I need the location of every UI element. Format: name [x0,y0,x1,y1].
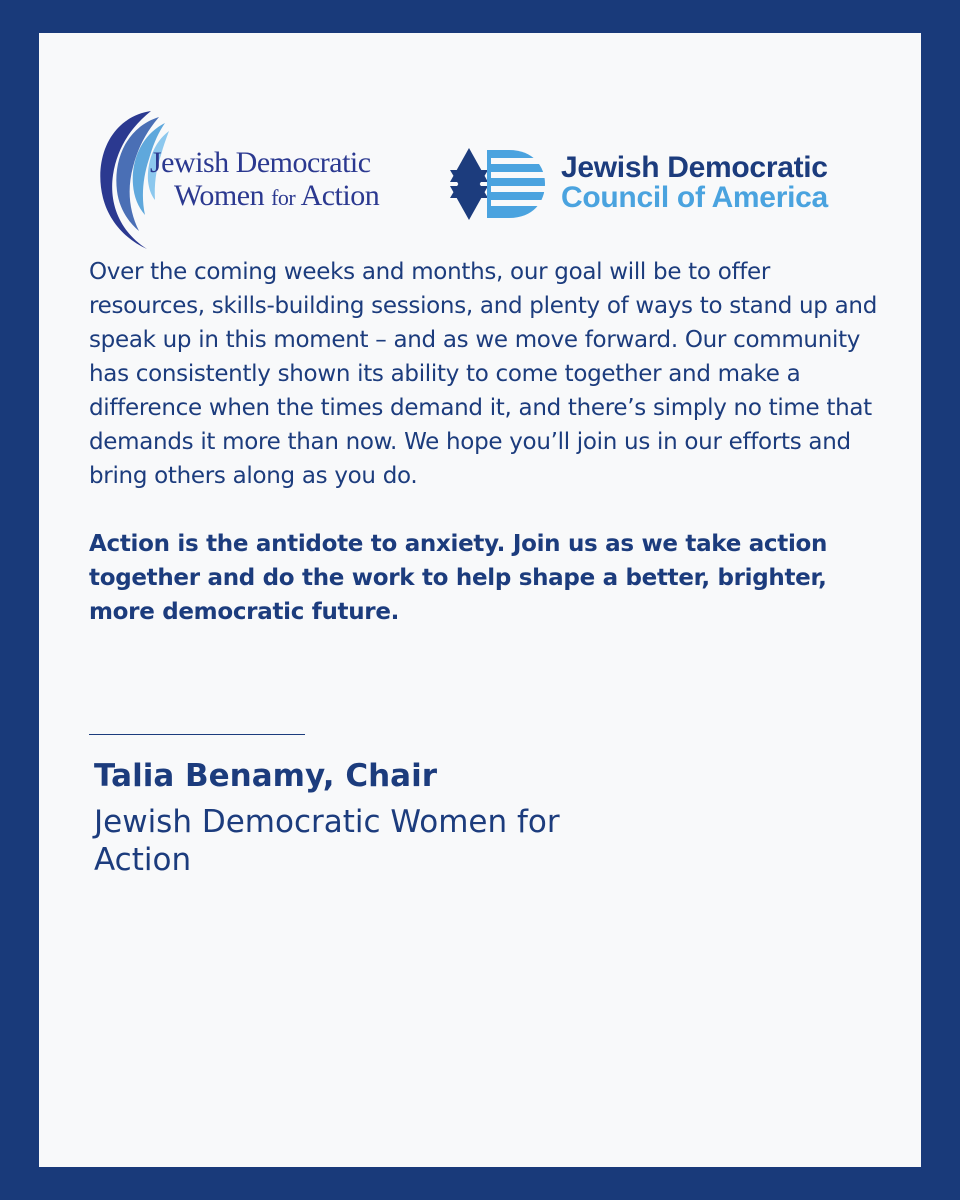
logo-bar [39,33,921,263]
jdwa-logo-text [150,146,379,214]
signature-divider [89,734,305,735]
jdwa-line2-small: for [271,185,296,210]
signature-organization: Jewish Democratic Women for Action [94,804,560,878]
letter-body [89,255,889,629]
body-paragraph-2: Action is the antidote to anxiety. Join us as we take action together and do the work to help shape a better, brighter, more democratic future. [89,531,828,625]
jdca-line1: Jewish Democratic [561,151,828,184]
star-of-david-stripes-icon [447,146,547,222]
jdca-line2: Council of America [561,181,828,214]
body-paragraph-1: Over the coming weeks and months, our goal will be to offer resources, skills-building sessions, and plenty of ways to stand up and speak up in this moment – and as we move forward. Our community has consistently shown its ability to come together and make a difference when the times demand it, and there’s simply no time that demands it more than now. We hope you’ll join us in our efforts and bring others along as you do. [89,259,877,489]
jdwa-line2-end: Action [295,179,380,212]
jdca-logo-text [561,153,828,213]
jdwa-line1: Jewish Democratic [150,146,371,179]
letter-card [39,33,921,1167]
signature-name: Talia Benamy, Chair [94,758,437,794]
jdwa-line2 [150,179,379,214]
jdwa-line2-main: Women [174,179,272,212]
